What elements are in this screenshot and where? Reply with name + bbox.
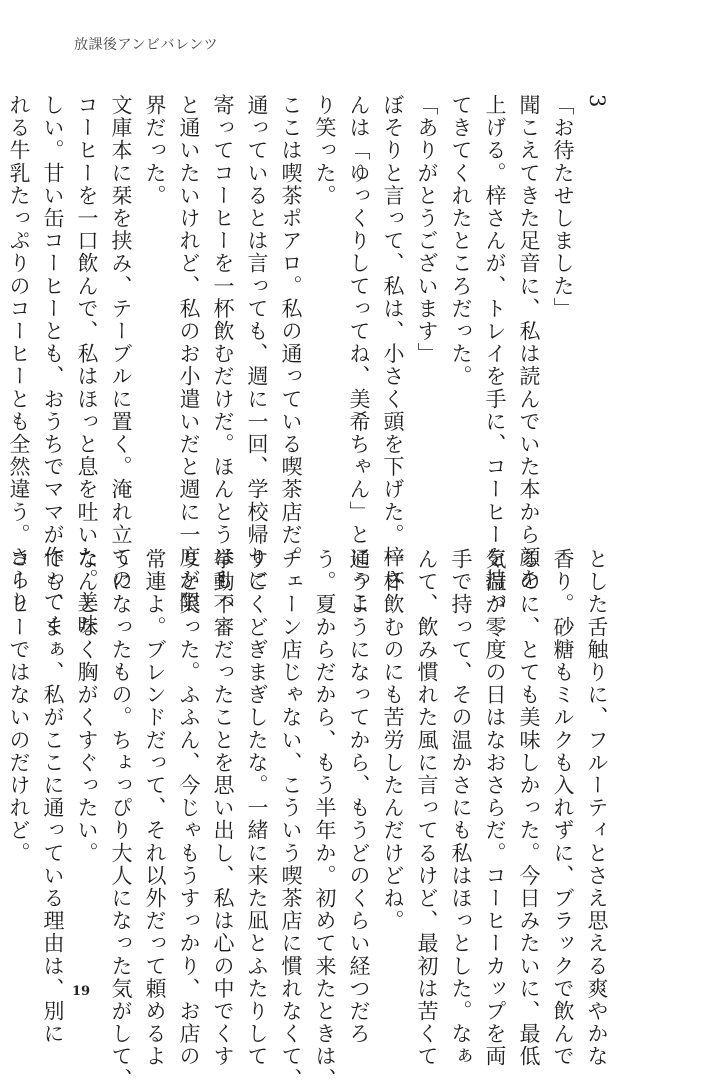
chapter-number: 3 <box>585 94 609 109</box>
text-line: 「お待たせしました」 <box>551 94 575 320</box>
text-line: 通っているとは言っても、週に一回、学校帰りに <box>245 94 269 592</box>
text-line: 気温が零度の日はなおさらだ。コーヒーカップを両 <box>483 548 507 1068</box>
text-line: りと笑った。ふふん、今じゃもうすっかり、お店の <box>177 548 201 1068</box>
text-line: と通いたいけれど、私のお小遣いだと週に一度が限 <box>177 94 201 614</box>
text-line: 香り。砂糖もミルクも入れずに、ブラックで飲んで <box>551 548 575 1068</box>
text-line: てきてくれたところだった。 <box>449 94 473 388</box>
text-line: んは「ゆっくりしてってね、美希ちゃん」とにっこ <box>347 94 371 614</box>
text-line: すごくどぎまぎしたな。一緒に来た凪とふたりして <box>245 548 269 1068</box>
text-line: コーヒーを一口飲んで、私はほっと息を吐いた。美味 <box>75 94 99 637</box>
text-line: 聞こえてきた足音に、私は読んでいた本から顔を <box>517 94 541 592</box>
text-block-top <box>2 94 614 637</box>
text-line: なんとなく胸がくすぐったい。 <box>75 548 99 865</box>
text-line: 上げる。梓さんが、トレイを手に、コーヒーを持っ <box>483 94 507 614</box>
text-line: 界だった。 <box>143 94 167 207</box>
text-line: 挙動不審だったことを思い出し、私は心の中でくす <box>211 548 235 1068</box>
text-line: れる牛乳たっぷりのコーヒーとも全然違う。さらり <box>7 94 31 614</box>
text-line: コーヒーではないのだけれど。 <box>7 548 31 865</box>
text-line: 一杯飲むのにも苦労したんだけどね。 <box>381 548 405 933</box>
text-line: 寄ってコーヒーを一杯飲むだけだ。ほんとうはもっ <box>211 94 235 614</box>
text-line: ここは喫茶ポアロ。私の通っている喫茶店だ。 <box>279 94 303 569</box>
text-line: う。夏からだから、もう半年か。初めて来たときは、 <box>313 548 337 1090</box>
text-line: チェーン店じゃない、こういう喫茶店に慣れなくて、 <box>279 548 303 1090</box>
text-line: るのに、とても美味しかった。今日みたいに、最低 <box>517 548 541 1068</box>
running-title: 放課後アンビバレンツ <box>74 37 219 53</box>
text-line: しい。甘い缶コーヒーとも、おうちでママが作ってく <box>41 94 65 637</box>
text-line: とした舌触りに、フルーティとさえ思える爽やかな <box>585 548 609 1068</box>
text-line: うになったもの。ちょっぴり大人になった気がして、 <box>109 548 133 1090</box>
page-number: 19 <box>72 984 91 999</box>
text-line: 文庫本に栞を挟み、テーブルに置く。淹れ立ての <box>109 94 133 592</box>
text-line <box>0 548 2 968</box>
text-line: 手で持って、その温かさにも私はほっとした。なぁ <box>449 548 473 1068</box>
text-line: 常連よ。ブレンドだって、それ以外だって頼めるよ <box>143 548 167 1068</box>
text-line: ぼそりと言って、私は、小さく頭を下げた。梓さ <box>381 94 405 592</box>
text-line: り笑った。 <box>313 94 337 207</box>
text-line: でも、まぁ、私がここに通っている理由は、別に <box>41 548 65 1046</box>
text-line: んて、飲み慣れた風に言ってるけど、最初は苦くて <box>415 548 439 1068</box>
text-line: 通うようになってから、もうどのくらい経つだろ <box>347 548 371 1046</box>
text-line: 「ありがとうございます」 <box>415 94 439 366</box>
